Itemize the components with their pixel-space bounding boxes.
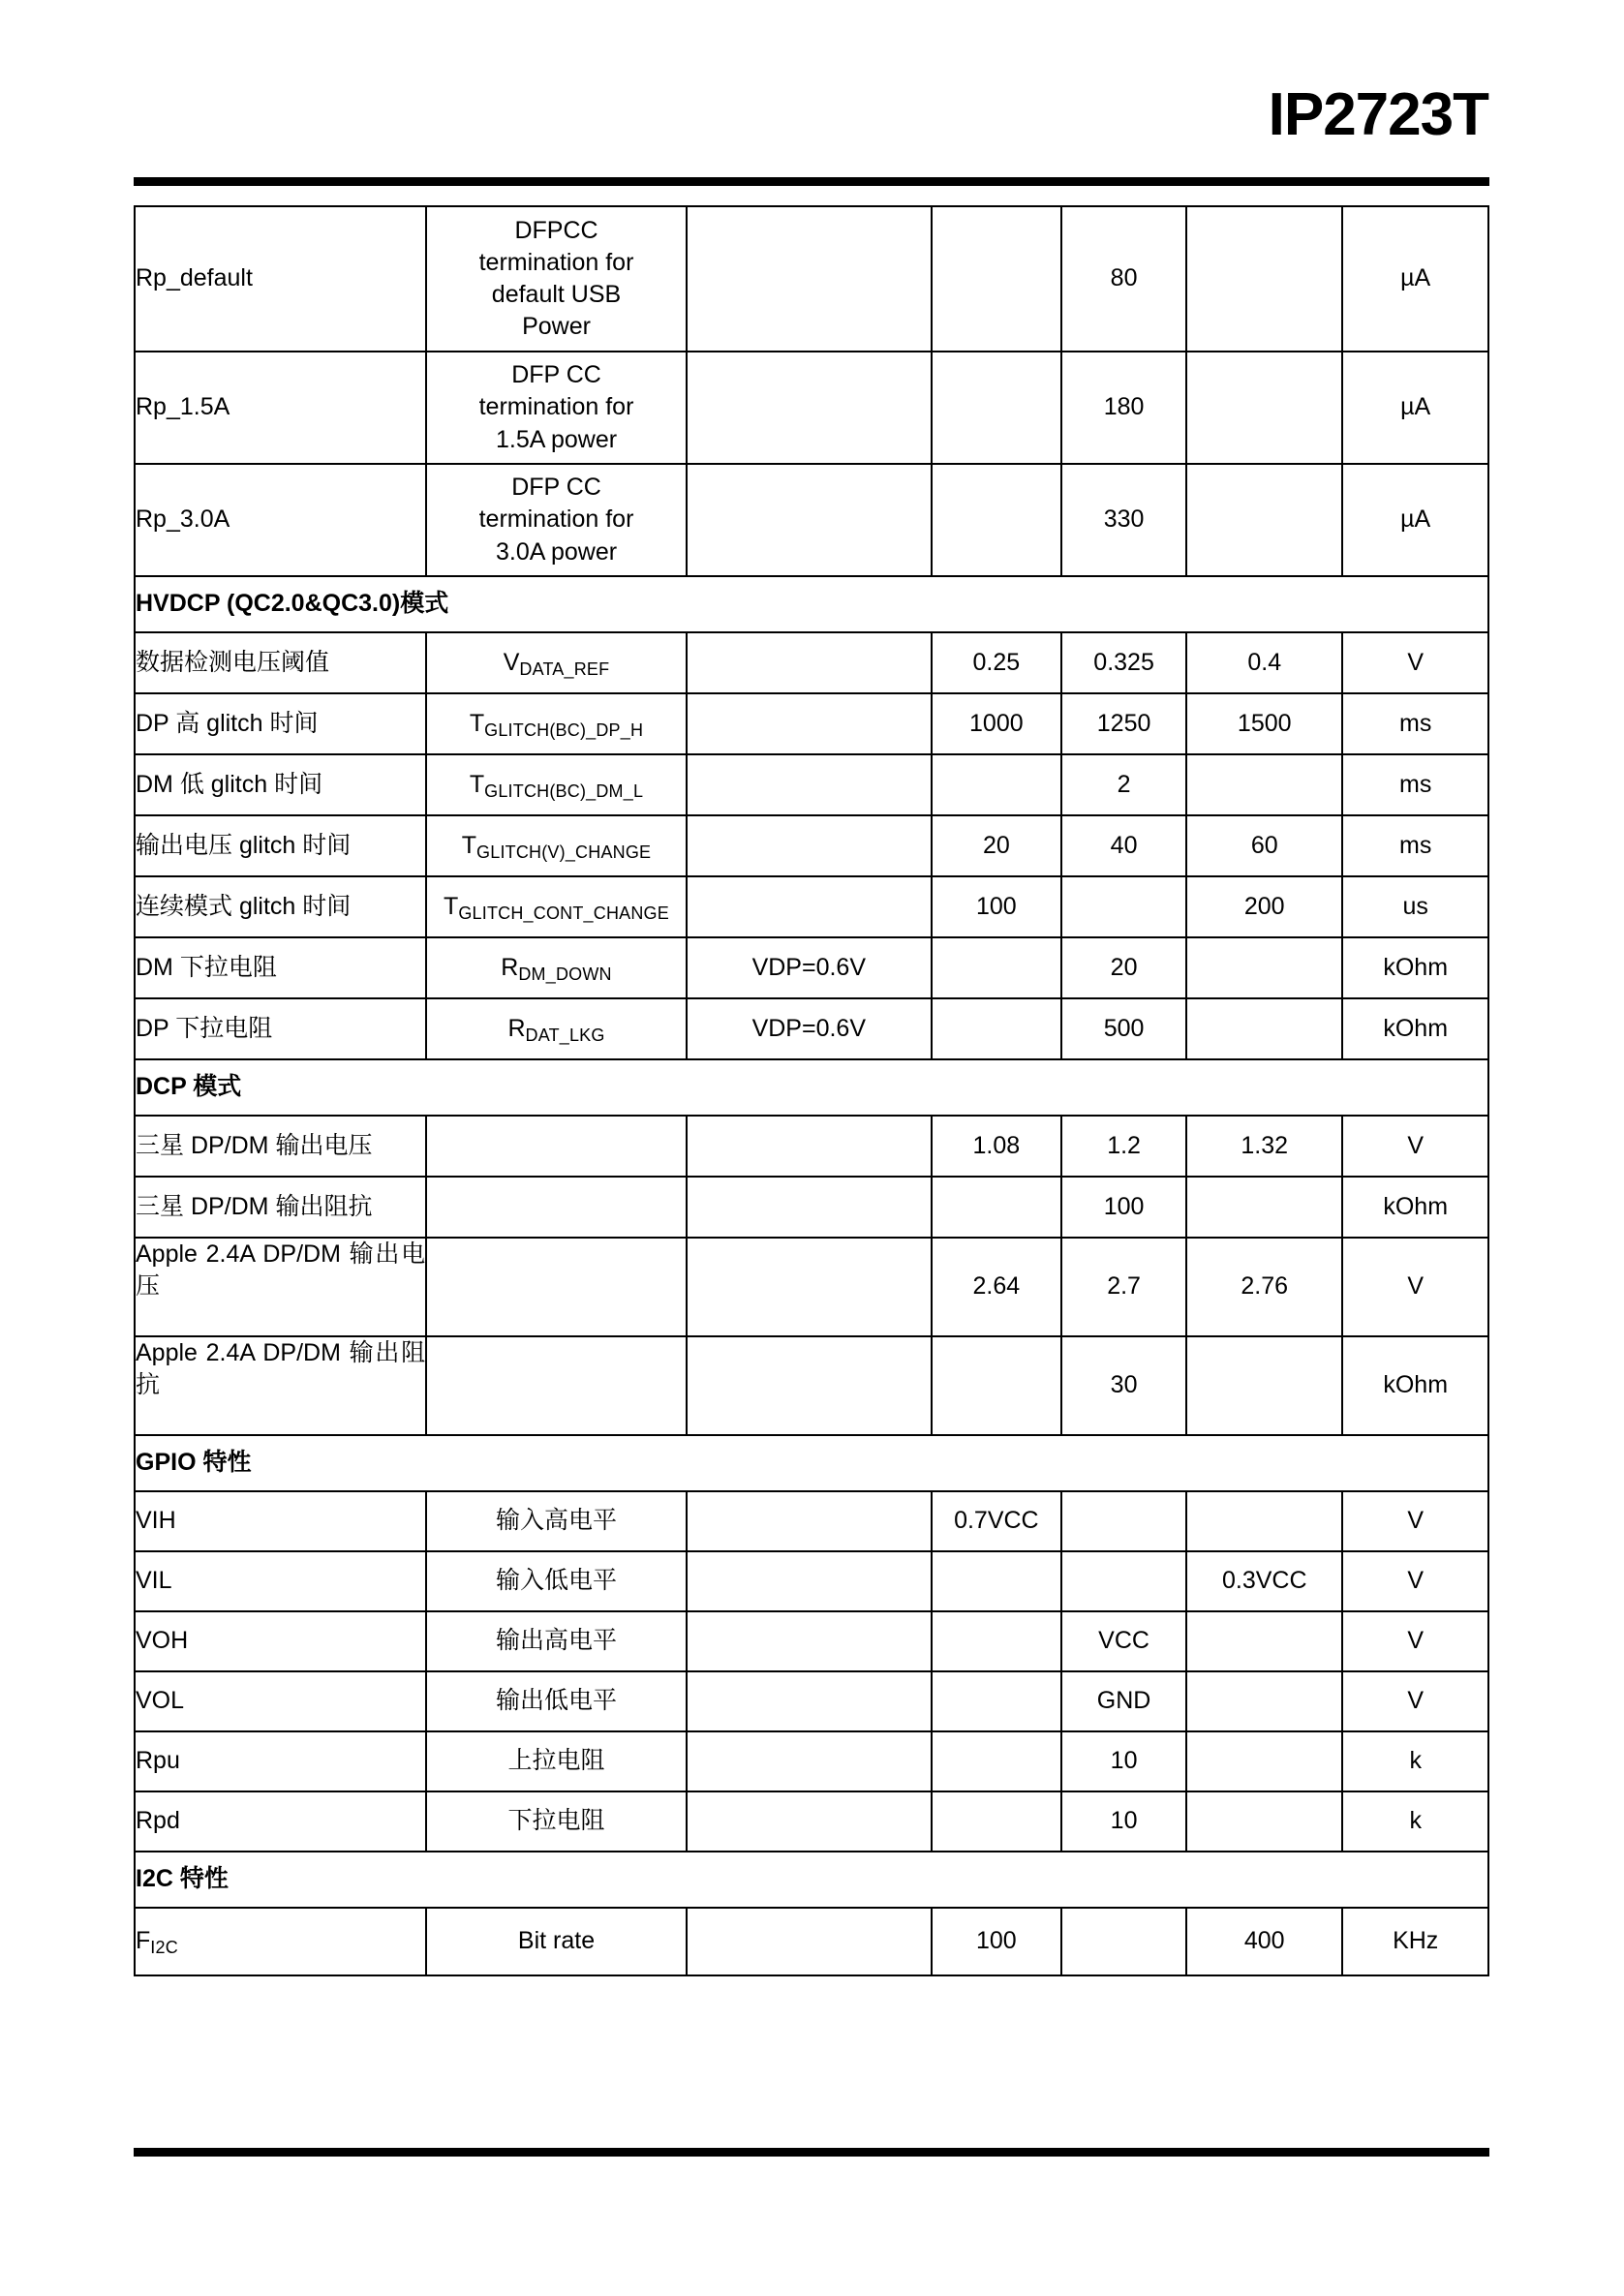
condition-cell: VDP=0.6V <box>687 937 932 998</box>
max-value-cell <box>1186 352 1342 464</box>
min-value-cell <box>932 998 1061 1059</box>
description-line: DFP CC <box>511 361 601 389</box>
description-line: 3.0A power <box>495 537 618 566</box>
max-value-cell: 0.3VCC <box>1186 1551 1342 1611</box>
symbol-cell <box>426 1238 687 1336</box>
parameter-cell: VOH <box>135 1611 426 1671</box>
parameter-cell: Rpd <box>135 1791 426 1852</box>
section-header-i2c: I2C 特性 <box>135 1852 1488 1908</box>
unit-cell: V <box>1342 1491 1488 1551</box>
typ-value-cell: 80 <box>1061 206 1186 352</box>
specifications-table <box>134 205 1489 1976</box>
footer-rule <box>134 2148 1489 2157</box>
condition-cell: VDP=0.6V <box>687 998 932 1059</box>
description-line: termination for <box>478 393 634 421</box>
parameter-cell: 连续模式 glitch 时间 <box>135 876 426 937</box>
table-row <box>135 754 1488 815</box>
min-value-cell <box>932 1177 1061 1238</box>
condition-cell <box>687 1116 932 1177</box>
symbol-subscript: GLITCH(BC)_DP_H <box>484 719 644 740</box>
max-value-cell <box>1186 1611 1342 1671</box>
unit-cell: µA <box>1342 206 1488 352</box>
parameter-cell: DM 低 glitch 时间 <box>135 754 426 815</box>
max-value-cell: 200 <box>1186 876 1342 937</box>
typ-value-cell: 40 <box>1061 815 1186 876</box>
symbol-cell: 输出高电平 <box>426 1611 687 1671</box>
section-header-hvdcp: HVDCP (QC2.0&QC3.0)模式 <box>135 576 1488 632</box>
max-value-cell <box>1186 206 1342 352</box>
unit-cell: V <box>1342 1551 1488 1611</box>
max-value-cell <box>1186 1731 1342 1791</box>
parameter-cell: VOL <box>135 1671 426 1731</box>
description-line: DFP CC <box>511 474 601 502</box>
condition-cell <box>687 206 932 352</box>
section-header-dcp: DCP 模式 <box>135 1059 1488 1116</box>
table-row <box>135 693 1488 754</box>
table-row <box>135 1491 1488 1551</box>
table-row <box>135 937 1488 998</box>
symbol-cell: 输入高电平 <box>426 1491 687 1551</box>
max-value-cell <box>1186 464 1342 576</box>
table-row <box>135 632 1488 693</box>
condition-cell <box>687 1908 932 1975</box>
max-value-cell: 1.32 <box>1186 1116 1342 1177</box>
table-row <box>135 1551 1488 1611</box>
unit-cell: ms <box>1342 693 1488 754</box>
table-row <box>135 815 1488 876</box>
symbol-cell <box>426 632 687 693</box>
min-value-cell: 100 <box>932 876 1061 937</box>
parameter-cell: 三星 DP/DM 输出阻抗 <box>135 1177 426 1238</box>
unit-cell: ms <box>1342 815 1488 876</box>
table-row <box>135 998 1488 1059</box>
section-header-row <box>135 1852 1488 1908</box>
max-value-cell <box>1186 1671 1342 1731</box>
min-value-cell: 1000 <box>932 693 1061 754</box>
symbol-base: R <box>507 1014 526 1042</box>
max-value-cell: 1500 <box>1186 693 1342 754</box>
max-value-cell <box>1186 1177 1342 1238</box>
unit-cell: µA <box>1342 464 1488 576</box>
symbol-base: T <box>461 831 477 859</box>
min-value-cell <box>932 1791 1061 1852</box>
condition-cell <box>687 1336 932 1435</box>
symbol-cell: 下拉电阻 <box>426 1791 687 1852</box>
typ-value-cell: 1.2 <box>1061 1116 1186 1177</box>
specifications-table-body <box>135 206 1488 1975</box>
unit-cell: V <box>1342 1671 1488 1731</box>
condition-cell <box>687 1611 932 1671</box>
condition-cell <box>687 1791 932 1852</box>
min-value-cell <box>932 1611 1061 1671</box>
unit-cell: V <box>1342 1611 1488 1671</box>
max-value-cell <box>1186 1491 1342 1551</box>
section-header-gpio: GPIO 特性 <box>135 1435 1488 1491</box>
unit-cell: us <box>1342 876 1488 937</box>
typ-value-cell: 180 <box>1061 352 1186 464</box>
parameter-cell: VIL <box>135 1551 426 1611</box>
symbol-cell <box>426 815 687 876</box>
typ-value-cell: 100 <box>1061 1177 1186 1238</box>
unit-cell: KHz <box>1342 1908 1488 1975</box>
unit-cell: kOhm <box>1342 937 1488 998</box>
symbol-cell <box>426 998 687 1059</box>
condition-cell <box>687 876 932 937</box>
max-value-cell <box>1186 754 1342 815</box>
max-value-cell <box>1186 1336 1342 1435</box>
typ-value-cell: 0.325 <box>1061 632 1186 693</box>
typ-value-cell <box>1061 1551 1186 1611</box>
table-row <box>135 352 1488 464</box>
symbol-base: T <box>469 770 485 798</box>
parameter-cell: 输出电压 glitch 时间 <box>135 815 426 876</box>
condition-cell <box>687 1491 932 1551</box>
parameter-base: F <box>136 1926 151 1954</box>
page-title: IP2723T <box>1268 81 1488 148</box>
table-row <box>135 1336 1488 1435</box>
symbol-cell: 输出低电平 <box>426 1671 687 1731</box>
max-value-cell <box>1186 998 1342 1059</box>
symbol-base: V <box>503 648 520 676</box>
symbol-cell: 输入低电平 <box>426 1551 687 1611</box>
parameter-subscript: I2C <box>150 1937 178 1957</box>
symbol-subscript: DATA_REF <box>519 658 610 679</box>
parameter-cell: DP 高 glitch 时间 <box>135 693 426 754</box>
condition-cell <box>687 754 932 815</box>
unit-cell: kOhm <box>1342 998 1488 1059</box>
min-value-cell: 2.64 <box>932 1238 1061 1336</box>
symbol-base: T <box>469 709 485 737</box>
description-cell <box>426 352 687 464</box>
typ-value-cell: 1250 <box>1061 693 1186 754</box>
min-value-cell <box>932 1551 1061 1611</box>
header-rule <box>134 177 1489 186</box>
parameter-cell: Rp_1.5A <box>135 352 426 464</box>
parameter-cell: DM 下拉电阻 <box>135 937 426 998</box>
typ-value-cell <box>1061 876 1186 937</box>
table-row <box>135 1671 1488 1731</box>
condition-cell <box>687 1238 932 1336</box>
symbol-cell: Bit rate <box>426 1908 687 1975</box>
min-value-cell: 100 <box>932 1908 1061 1975</box>
symbol-cell: 上拉电阻 <box>426 1731 687 1791</box>
section-header-row <box>135 576 1488 632</box>
typ-value-cell: 330 <box>1061 464 1186 576</box>
max-value-cell: 2.76 <box>1186 1238 1342 1336</box>
table-row <box>135 1908 1488 1975</box>
description-line: default USB <box>491 281 622 308</box>
max-value-cell: 0.4 <box>1186 632 1342 693</box>
symbol-cell <box>426 876 687 937</box>
parameter-cell: Apple 2.4A DP/DM 输出阻抗 <box>135 1336 426 1435</box>
symbol-subscript: DAT_LKG <box>525 1025 605 1045</box>
parameter-cell: DP 下拉电阻 <box>135 998 426 1059</box>
unit-cell: µA <box>1342 352 1488 464</box>
symbol-cell <box>426 937 687 998</box>
min-value-cell <box>932 352 1061 464</box>
description-line: termination for <box>478 505 634 534</box>
symbol-cell <box>426 1336 687 1435</box>
parameter-cell: Rp_3.0A <box>135 464 426 576</box>
typ-value-cell <box>1061 1491 1186 1551</box>
condition-cell <box>687 1731 932 1791</box>
min-value-cell <box>932 937 1061 998</box>
typ-value-cell: 10 <box>1061 1731 1186 1791</box>
typ-value-cell: VCC <box>1061 1611 1186 1671</box>
typ-value-cell: 30 <box>1061 1336 1186 1435</box>
min-value-cell: 1.08 <box>932 1116 1061 1177</box>
section-header-row <box>135 1059 1488 1116</box>
condition-cell <box>687 1671 932 1731</box>
unit-cell: k <box>1342 1731 1488 1791</box>
condition-cell <box>687 1177 932 1238</box>
min-value-cell <box>932 754 1061 815</box>
typ-value-cell <box>1061 1908 1186 1975</box>
condition-cell <box>687 632 932 693</box>
symbol-cell <box>426 754 687 815</box>
typ-value-cell: GND <box>1061 1671 1186 1731</box>
section-header-row <box>135 1435 1488 1491</box>
symbol-cell <box>426 1177 687 1238</box>
description-line: Power <box>522 313 591 341</box>
unit-cell: kOhm <box>1342 1336 1488 1435</box>
unit-cell: kOhm <box>1342 1177 1488 1238</box>
typ-value-cell: 2.7 <box>1061 1238 1186 1336</box>
parameter-cell: Rpu <box>135 1731 426 1791</box>
typ-value-cell: 20 <box>1061 937 1186 998</box>
parameter-cell: Apple 2.4A DP/DM 输出电压 <box>135 1238 426 1336</box>
parameter-cell: 数据检测电压阈值 <box>135 632 426 693</box>
table-row <box>135 206 1488 352</box>
symbol-subscript: GLITCH_CONT_CHANGE <box>458 903 669 923</box>
table-row <box>135 1611 1488 1671</box>
parameter-cell: 三星 DP/DM 输出电压 <box>135 1116 426 1177</box>
unit-cell: V <box>1342 632 1488 693</box>
description-line: DFPCC <box>514 216 598 244</box>
typ-value-cell: 500 <box>1061 998 1186 1059</box>
symbol-subscript: GLITCH(BC)_DM_L <box>484 781 644 801</box>
typ-value-cell: 10 <box>1061 1791 1186 1852</box>
symbol-cell <box>426 693 687 754</box>
min-value-cell: 20 <box>932 815 1061 876</box>
condition-cell <box>687 1551 932 1611</box>
symbol-subscript: DM_DOWN <box>518 964 612 984</box>
unit-cell: V <box>1342 1116 1488 1177</box>
condition-cell <box>687 464 932 576</box>
condition-cell <box>687 815 932 876</box>
parameter-cell <box>135 1908 426 1975</box>
table-row <box>135 1177 1488 1238</box>
min-value-cell <box>932 1671 1061 1731</box>
symbol-base: T <box>444 892 459 920</box>
description-cell <box>426 206 687 352</box>
min-value-cell <box>932 464 1061 576</box>
table-row <box>135 1731 1488 1791</box>
condition-cell <box>687 352 932 464</box>
symbol-subscript: GLITCH(V)_CHANGE <box>476 842 652 862</box>
max-value-cell: 60 <box>1186 815 1342 876</box>
symbol-base: R <box>501 953 519 981</box>
max-value-cell <box>1186 1791 1342 1852</box>
max-value-cell: 400 <box>1186 1908 1342 1975</box>
table-row <box>135 1791 1488 1852</box>
unit-cell: V <box>1342 1238 1488 1336</box>
max-value-cell <box>1186 937 1342 998</box>
min-value-cell <box>932 1336 1061 1435</box>
condition-cell <box>687 693 932 754</box>
min-value-cell <box>932 206 1061 352</box>
description-cell <box>426 464 687 576</box>
min-value-cell: 0.7VCC <box>932 1491 1061 1551</box>
table-row <box>135 464 1488 576</box>
min-value-cell <box>932 1731 1061 1791</box>
table-row <box>135 876 1488 937</box>
description-line: termination for <box>478 248 634 276</box>
symbol-cell <box>426 1116 687 1177</box>
parameter-cell: VIH <box>135 1491 426 1551</box>
description-line: 1.5A power <box>495 425 618 453</box>
unit-cell: k <box>1342 1791 1488 1852</box>
table-row <box>135 1238 1488 1336</box>
parameter-cell: Rp_default <box>135 206 426 352</box>
unit-cell: ms <box>1342 754 1488 815</box>
table-row <box>135 1116 1488 1177</box>
typ-value-cell: 2 <box>1061 754 1186 815</box>
min-value-cell: 0.25 <box>932 632 1061 693</box>
